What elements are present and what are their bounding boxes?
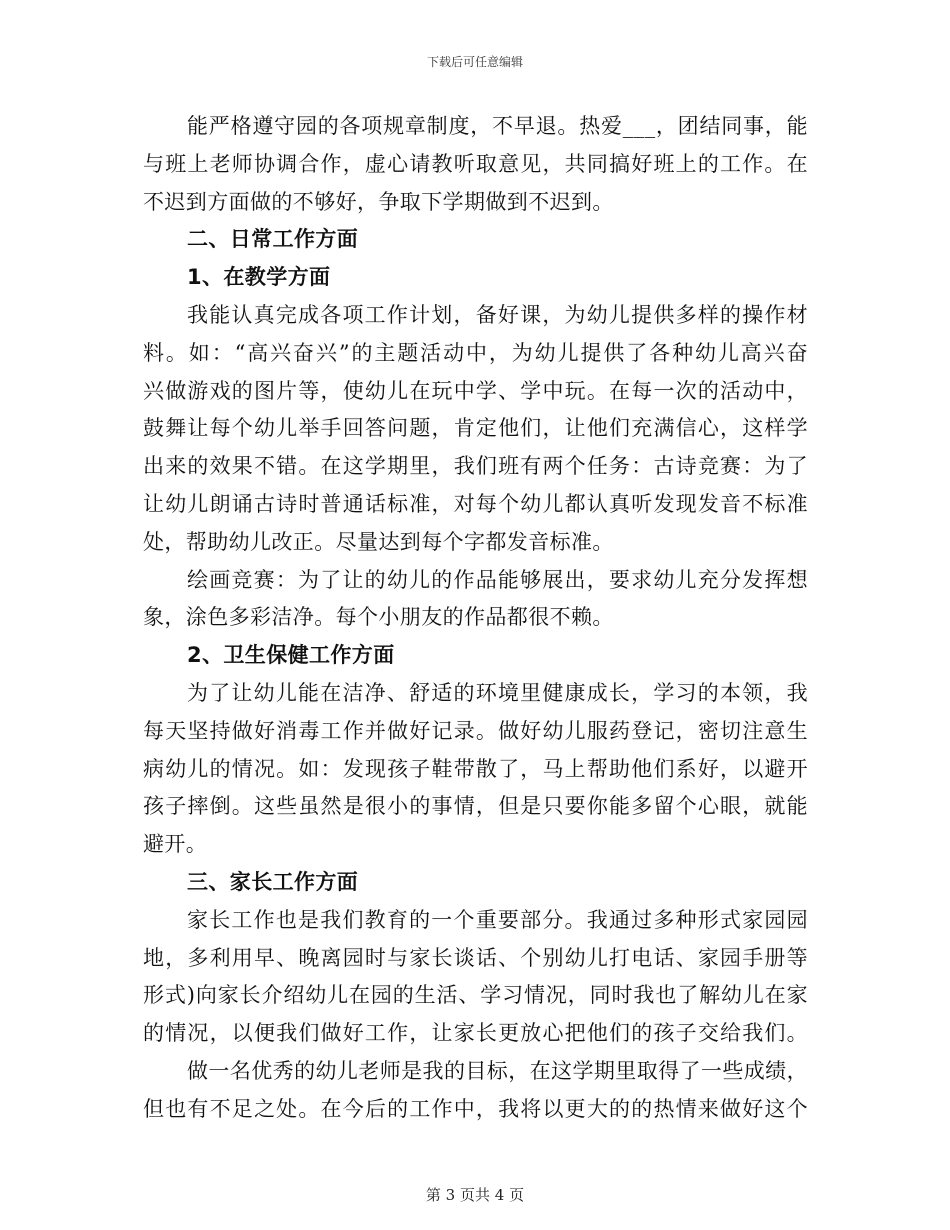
body-line: 让幼儿朗诵古诗时普通话标准，对每个幼儿都认真听发现发音不标准	[143, 491, 808, 516]
body-line: 孩子摔倒。这些虽然是很小的事情，但是只要你能多留个心眼，就能	[143, 794, 808, 819]
body-line: 鼓舞让每个幼儿举手回答问题，肯定他们，让他们充满信心，这样学	[143, 416, 808, 441]
body-line: 做一名优秀的幼儿老师是我的目标，在这学期里取得了一些成绩，	[187, 1058, 808, 1083]
body-line: 的情况，以便我们做好工作，让家长更放心把他们的孩子交给我们。	[143, 1021, 808, 1046]
section-heading: 三、家长工作方面	[187, 869, 359, 894]
body-line: 病幼儿的情况。如：发现孩子鞋带散了，马上帮助他们系好，以避开	[143, 756, 808, 781]
body-line: 象，涂色多彩洁净。每个小朋友的作品都很不赖。	[143, 605, 614, 630]
body-line: 兴做游戏的图片等，使幼儿在玩中学、学中玩。在每一次的活动中，	[143, 378, 808, 403]
body-line: 不迟到方面做的不够好，争取下学期做到不迟到。	[143, 189, 614, 214]
subsection-heading: 2、卫生保健工作方面	[187, 643, 395, 668]
section-heading: 二、日常工作方面	[187, 227, 359, 252]
body-line: 为了让幼儿能在洁净、舒适的环境里健康成长，学习的本领，我	[187, 680, 808, 705]
body-line: 绘画竞赛：为了让的幼儿的作品能够展出，要求幼儿充分发挥想	[187, 567, 808, 592]
page-number: 第 3 页共 4 页	[425, 1186, 525, 1204]
body-line: 处，帮助幼儿改正。尽量达到每个字都发音标准。	[143, 529, 614, 554]
body-line: 但也有不足之处。在今后的工作中，我将以更大的的热情来做好这个	[143, 1096, 808, 1121]
body-line: 形式)向家长介绍幼儿在园的生活、学习情况，同时我也了解幼儿在家	[143, 983, 808, 1008]
body-line: 能严格遵守园的各项规章制度，不早退。热爱___，团结同事，能	[187, 114, 808, 138]
body-line: 料。如：“高兴奋兴”的主题活动中，为幼儿提供了各种幼儿高兴奋	[143, 340, 808, 365]
body-line: 出来的效果不错。在这学期里，我们班有两个任务：古诗竞赛：为了	[143, 454, 808, 479]
subsection-heading: 1、在教学方面	[187, 265, 331, 290]
body-line: 每天坚持做好消毒工作并做好记录。做好幼儿服药登记，密切注意生	[143, 718, 808, 743]
body-line: 与班上老师协调合作，虚心请教听取意见，共同搞好班上的工作。在	[143, 151, 808, 176]
body-line: 家长工作也是我们教育的一个重要部分。我通过多种形式家园园	[187, 907, 808, 932]
body-line: 地，多利用早、晚离园时与家长谈话、个别幼儿打电话、家园手册等	[143, 945, 808, 970]
body-line: 我能认真完成各项工作计划，备好课，为幼儿提供多样的操作材	[187, 302, 808, 327]
body-line: 避开。	[143, 832, 208, 857]
document-body	[143, 108, 808, 1129]
page-header: 下载后可任意编辑	[426, 55, 523, 69]
